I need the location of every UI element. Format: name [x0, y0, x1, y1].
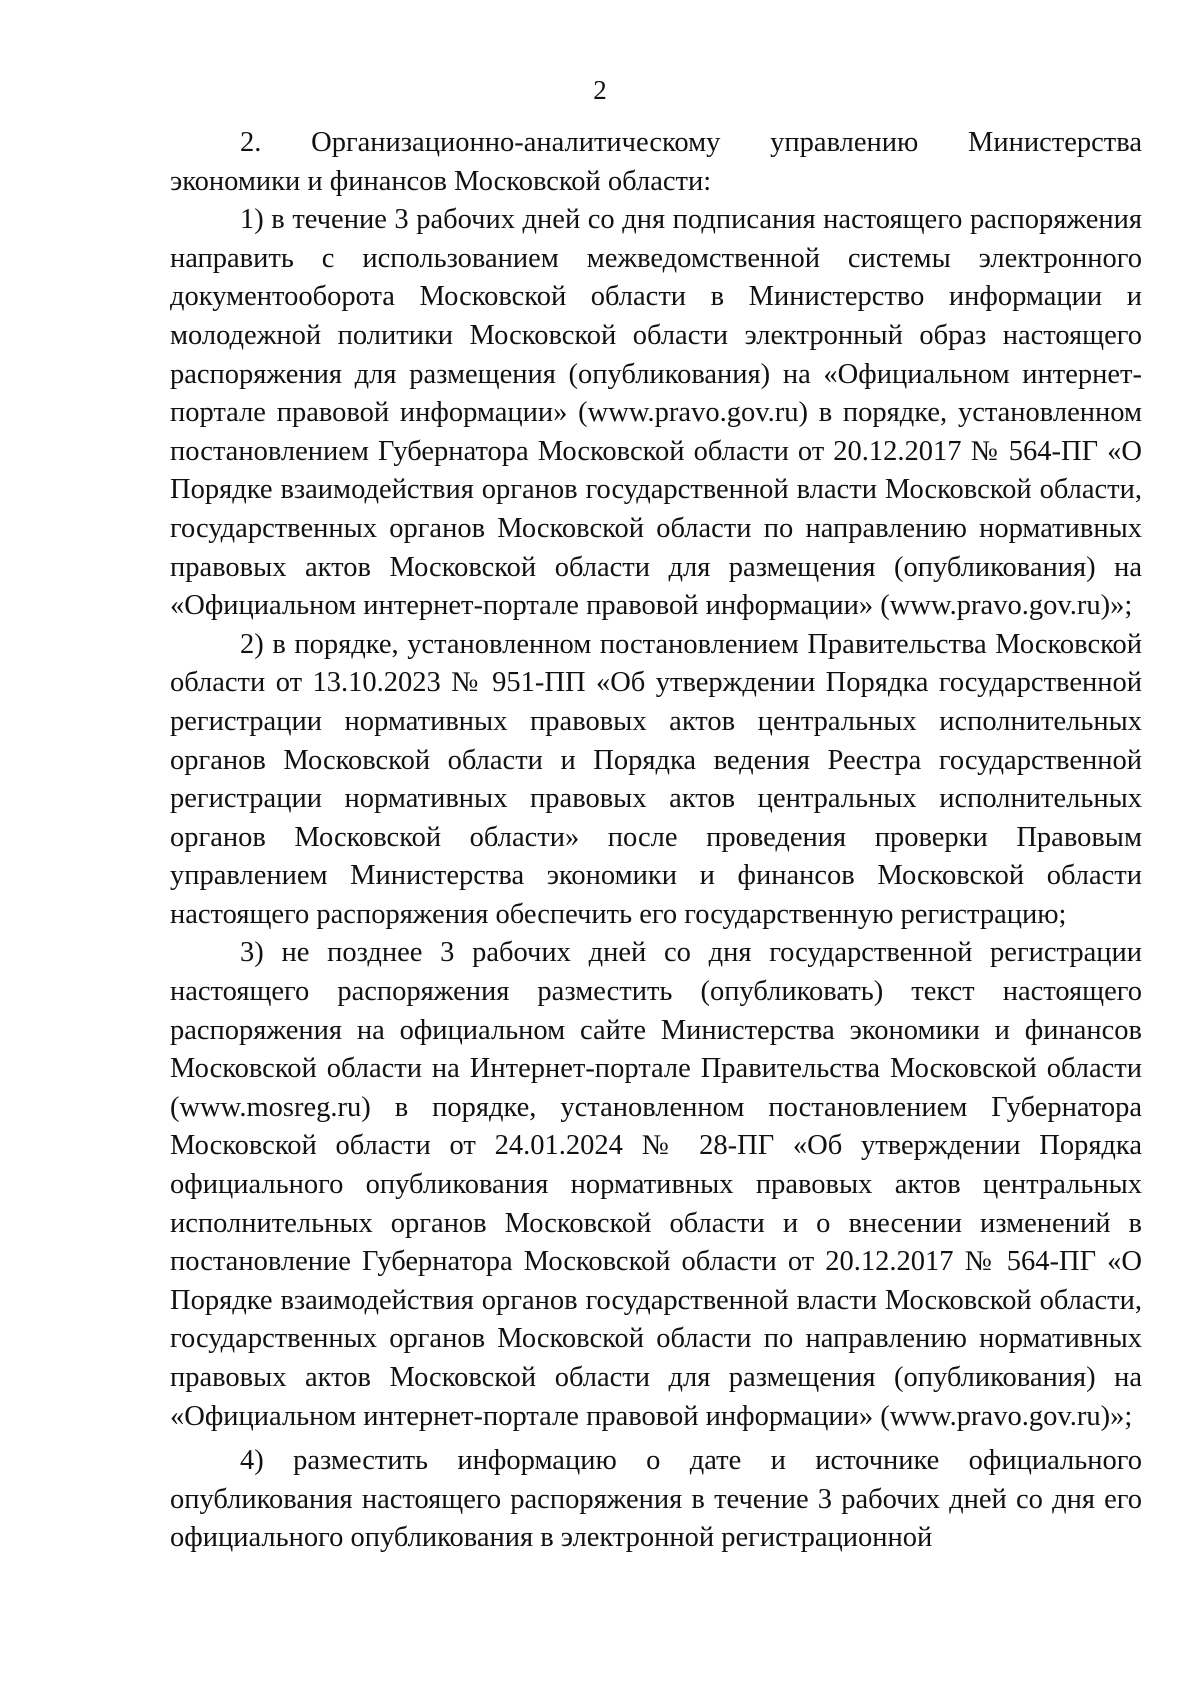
paragraph-item-2: 2. Организационно-аналитическому управлению Министерства экономики и финансов Московской области: [170, 127, 1142, 197]
paragraph-subitem-4: 4) разместить информацию о дате и источнике официального опубликования настоящего распоряжения в течение 3 рабочих дней со дня его официального опубликования в электронной регистрационной [170, 1445, 1142, 1554]
paragraph-subitem-2: 2) в порядке, установленном постановлением Правительства Московской области от 13.10.2023 № 951-ПП «Об утверждении Порядка государственной регистрации нормативных правовых актов центральных исполнительных органов Московской области и Порядка ведения Реестра государственной регистрации нормативных правовых актов центральных исполнительных органов Московской области» после проведения проверки Правовым управлением Министерства экономики и финансов Московской области настоящего распоряжения обеспечить его государственную регистрацию; [170, 628, 1142, 930]
document-body [170, 124, 1142, 1558]
page-number: 2 [593, 75, 607, 105]
paragraph-subitem-1: 1) в течение 3 рабочих дней со дня подписания настоящего распоряжения направить с использованием межведомственной системы электронного документооборота Московской области в Министерство информации и молодежной политики Московской области электронный образ настоящего распоряжения для размещения (опубликования) на «Официальном интернет-портале правовой информации» (www.pravo.gov.ru) в порядке, установленном постановлением Губернатора Московской области от 20.12.2017 № 564-ПГ «О Порядке взаимодействия органов государственной власти Московской области, государственных органов Московской области по направлению нормативных правовых актов Московской области для размещения (опубликования) на «Официальном интернет-портале правовой информации» (www.pravo.gov.ru)»; [170, 204, 1142, 622]
paragraph-subitem-3: 3) не позднее 3 рабочих дней со дня государственной регистрации настоящего распоряжения разместить (опубликовать) текст настоящего распоряжения на официальном сайте Министерства экономики и финансов Московской области на Интернет-портале Правительства Московской области (www.mosreg.ru) в порядке, установленном постановлением Губернатора Московской области от 24.01.2024 № 28-ПГ «Об утверждении Порядка официального опубликования нормативных правовых актов центральных исполнительных органов Московской области и о внесении изменений в постановление Губернатора Московской области от 20.12.2017 № 564-ПГ «О Порядке взаимодействия органов государственной власти Московской области, государственных органов Московской области по направлению нормативных правовых актов Московской области для размещения (опубликования) на «Официальном интернет-портале правовой информации» (www.pravo.gov.ru)»; [170, 937, 1142, 1432]
